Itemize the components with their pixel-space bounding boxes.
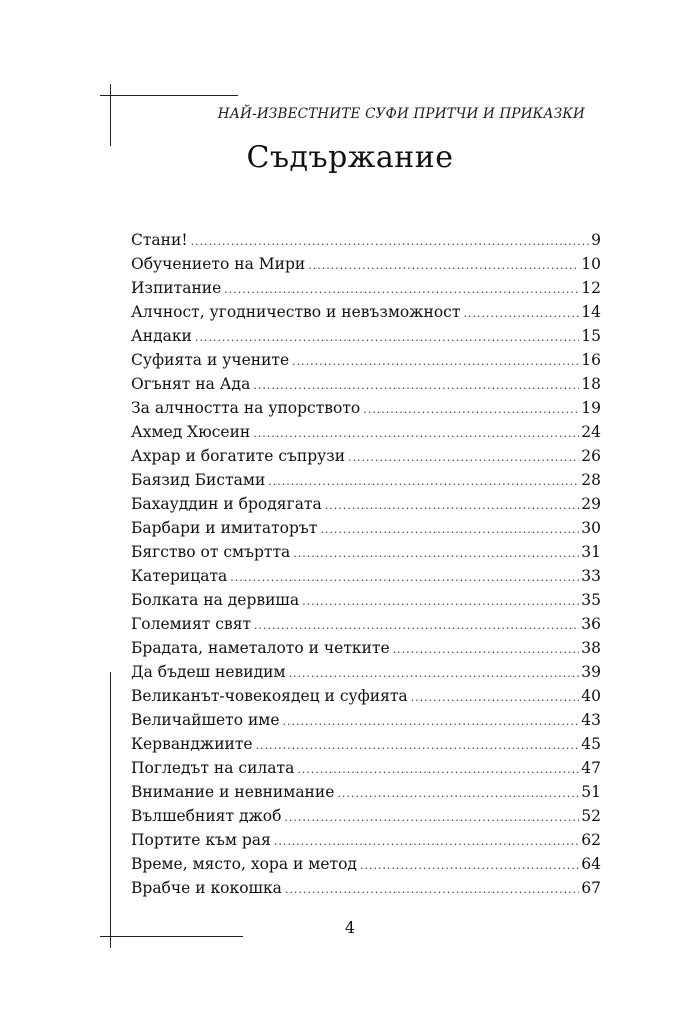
toc-entry-page: 15 <box>581 327 601 345</box>
toc-leader-dots <box>297 758 579 782</box>
toc-leader-dots <box>268 470 579 494</box>
toc-leader-dots <box>360 854 579 878</box>
toc-entry-title: Вълшебният джоб <box>131 807 282 825</box>
toc-entry-title: Ахмед Хюсеин <box>131 423 251 441</box>
toc-entry <box>131 252 601 276</box>
toc-entry-title: Погледът на силата <box>131 759 295 777</box>
toc-leader-dots <box>254 614 579 638</box>
toc-entry-title: Изпитание <box>131 279 222 297</box>
toc-entry <box>131 564 601 588</box>
toc-entry <box>131 660 601 684</box>
toc-leader-dots <box>289 662 580 686</box>
toc-entry <box>131 468 601 492</box>
toc-entry-page: 36 <box>581 615 601 633</box>
toc-entry-page: 40 <box>581 687 601 705</box>
toc-entry-title: Стани! <box>131 231 188 249</box>
toc-entry-title: Внимание и невнимание <box>131 783 335 801</box>
toc-entry <box>131 852 601 876</box>
toc-entry <box>131 732 601 756</box>
toc-entry <box>131 540 601 564</box>
toc-leader-dots <box>411 686 580 710</box>
toc-entry-page: 52 <box>581 807 601 825</box>
toc-entry-page: 47 <box>581 759 601 777</box>
toc-entry-page: 31 <box>581 543 601 561</box>
toc-entry-page: 35 <box>581 591 601 609</box>
toc-entry-page: 12 <box>581 279 601 297</box>
toc-entry <box>131 756 601 780</box>
page-title: Съдържание <box>246 140 454 175</box>
toc-leader-dots <box>337 782 579 806</box>
toc-entry-page: 38 <box>581 639 601 657</box>
table-of-contents <box>131 228 601 900</box>
toc-entry-page: 26 <box>581 447 601 465</box>
toc-entry-title: Бахауддин и бродягата <box>131 495 322 513</box>
bottom-vertical-rule <box>110 672 111 948</box>
toc-leader-dots <box>195 326 579 350</box>
toc-entry-title: Алчност, угодничество и невъзможност <box>131 303 461 321</box>
toc-leader-dots <box>325 494 580 518</box>
toc-entry-title: Величайшето име <box>131 711 280 729</box>
toc-entry <box>131 588 601 612</box>
page-number: 4 <box>344 918 356 937</box>
toc-entry-page: 14 <box>581 303 601 321</box>
toc-leader-dots <box>285 878 579 902</box>
toc-leader-dots <box>191 230 590 254</box>
toc-entry-title: Огънят на Ада <box>131 375 251 393</box>
toc-leader-dots <box>320 518 579 542</box>
toc-entry <box>131 444 601 468</box>
toc-entry-title: Керванджиите <box>131 735 253 753</box>
toc-leader-dots <box>283 710 580 734</box>
toc-entry <box>131 324 601 348</box>
toc-entry-page: 30 <box>581 519 601 537</box>
toc-entry <box>131 396 601 420</box>
toc-leader-dots <box>224 278 579 302</box>
toc-entry <box>131 276 601 300</box>
toc-leader-dots <box>284 806 579 830</box>
toc-entry-page: 39 <box>581 663 601 681</box>
toc-entry <box>131 636 601 660</box>
toc-entry-title: Да бъдеш невидим <box>131 663 286 681</box>
toc-entry-page: 16 <box>581 351 601 369</box>
toc-leader-dots <box>253 374 579 398</box>
toc-entry-title: Врабче и кокошка <box>131 879 282 897</box>
toc-entry-title: Барбари и имитаторът <box>131 519 318 537</box>
toc-entry <box>131 348 601 372</box>
toc-entry <box>131 684 601 708</box>
top-horizontal-rule <box>100 95 238 96</box>
toc-entry-page: 45 <box>581 735 601 753</box>
toc-entry <box>131 804 601 828</box>
toc-entry-title: Време, място, хора и метод <box>131 855 357 873</box>
toc-entry-page: 18 <box>581 375 601 393</box>
toc-entry-title: Обучението на Мири <box>131 255 306 273</box>
toc-entry-title: Катерицата <box>131 567 228 585</box>
toc-leader-dots <box>308 254 579 278</box>
toc-leader-dots <box>348 446 579 470</box>
toc-entry-title: Андаки <box>131 327 192 345</box>
toc-entry-page: 19 <box>581 399 601 417</box>
toc-entry <box>131 492 601 516</box>
toc-leader-dots <box>293 542 579 566</box>
toc-entry-page: 10 <box>581 255 601 273</box>
toc-entry <box>131 516 601 540</box>
toc-entry-title: Портите към рая <box>131 831 271 849</box>
toc-entry <box>131 372 601 396</box>
toc-entry-page: 28 <box>581 471 601 489</box>
toc-entry-title: Баязид Бистами <box>131 471 266 489</box>
toc-entry <box>131 828 601 852</box>
toc-entry-page: 29 <box>581 495 601 513</box>
toc-entry-page: 67 <box>581 879 601 897</box>
toc-entry <box>131 708 601 732</box>
toc-entry-page: 24 <box>581 423 601 441</box>
running-head: НАЙ-ИЗВЕСТНИТЕ СУФИ ПРИТЧИ И ПРИКАЗКИ <box>217 106 585 122</box>
toc-entry-page: 64 <box>581 855 601 873</box>
toc-entry-page: 51 <box>581 783 601 801</box>
toc-entry-title: Болката на дервиша <box>131 591 300 609</box>
toc-leader-dots <box>274 830 579 854</box>
toc-leader-dots <box>393 638 580 662</box>
toc-leader-dots <box>463 302 579 326</box>
toc-entry-page: 9 <box>591 231 601 249</box>
toc-entry-title: Ахрар и богатите съпрузи <box>131 447 346 465</box>
toc-entry-title: Суфията и учените <box>131 351 290 369</box>
toc-leader-dots <box>302 590 579 614</box>
bottom-horizontal-rule <box>100 936 243 937</box>
toc-entry-page: 43 <box>581 711 601 729</box>
toc-entry-title: За алчността на упорството <box>131 399 361 417</box>
toc-entry <box>131 876 601 900</box>
toc-entry <box>131 612 601 636</box>
toc-leader-dots <box>292 350 579 374</box>
toc-leader-dots <box>363 398 579 422</box>
toc-entry <box>131 228 601 252</box>
toc-entry <box>131 780 601 804</box>
toc-leader-dots <box>253 422 579 446</box>
toc-leader-dots <box>230 566 579 590</box>
toc-entry-title: Големият свят <box>131 615 252 633</box>
toc-entry-title: Великанът-човекоядец и суфията <box>131 687 408 705</box>
toc-entry <box>131 420 601 444</box>
toc-entry-page: 33 <box>581 567 601 585</box>
toc-entry <box>131 300 601 324</box>
toc-entry-page: 62 <box>581 831 601 849</box>
toc-entry-title: Брадата, наметалото и четките <box>131 639 390 657</box>
toc-entry-title: Бягство от смъртта <box>131 543 291 561</box>
toc-leader-dots <box>256 734 580 758</box>
